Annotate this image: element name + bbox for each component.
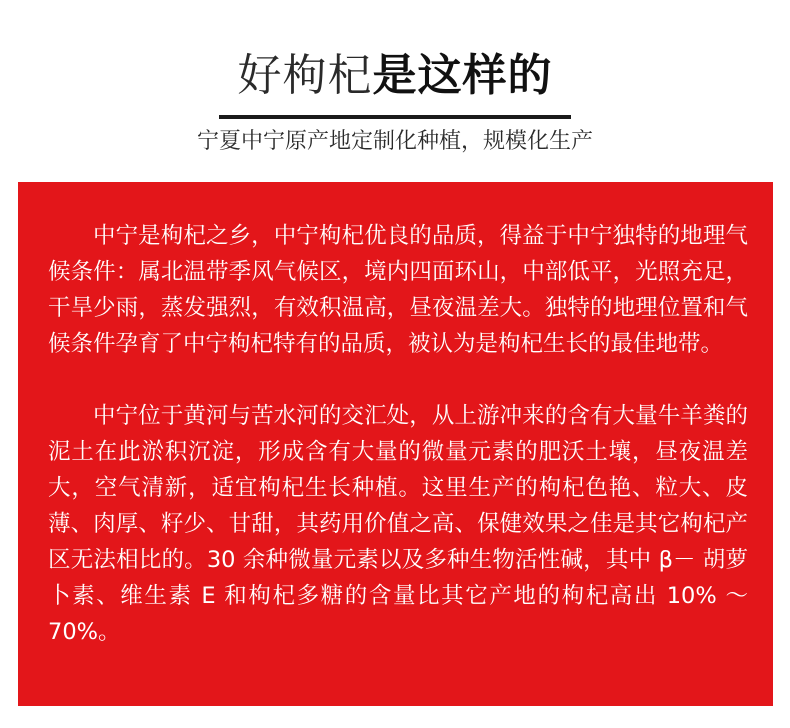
page-subtitle: 宁夏中宁原产地定制化种植，规模化生产 xyxy=(196,129,593,154)
header-section xyxy=(0,0,790,182)
paragraph-soil: 中宁位于黄河与苦水河的交汇处，从上游冲来的含有大量牛羊粪的泥土在此淤积沉淀，形成含有大量的微量元素的肥沃土壤，昼夜温差大，空气清新，适宜枸杞生长种植。这里生产的枸杞色艳、粒大、皮薄、肉厚、籽少、甘甜，其药用价值之高、保健效果之佳是其它枸杞产区无法相比的。30 余种微量元素以及多种生物活性碱，其中 β－ 胡萝卜素、维生素 E 和枸杞多糖的含量比其它产地的枸杞高出 10% ～ 70%。 xyxy=(48,403,748,645)
content-panel xyxy=(18,182,773,706)
page-title xyxy=(0,46,790,106)
page-title-bold: 是这样的 xyxy=(372,50,553,101)
paragraph-origin: 中宁是枸杞之乡，中宁枸杞优良的品质，得益于中宁独特的地理气候条件：属北温带季风气候区，境内四面环山，中部低平，光照充足，干旱少雨，蒸发强烈，有效积温高，昼夜温差大。独特的地理位置和气候条件孕育了中宁枸杞特有的品质，被认为是枸杞生长的最佳地带。 xyxy=(48,223,748,357)
title-underline xyxy=(219,115,571,119)
page-title-light: 好枸杞 xyxy=(237,50,373,101)
